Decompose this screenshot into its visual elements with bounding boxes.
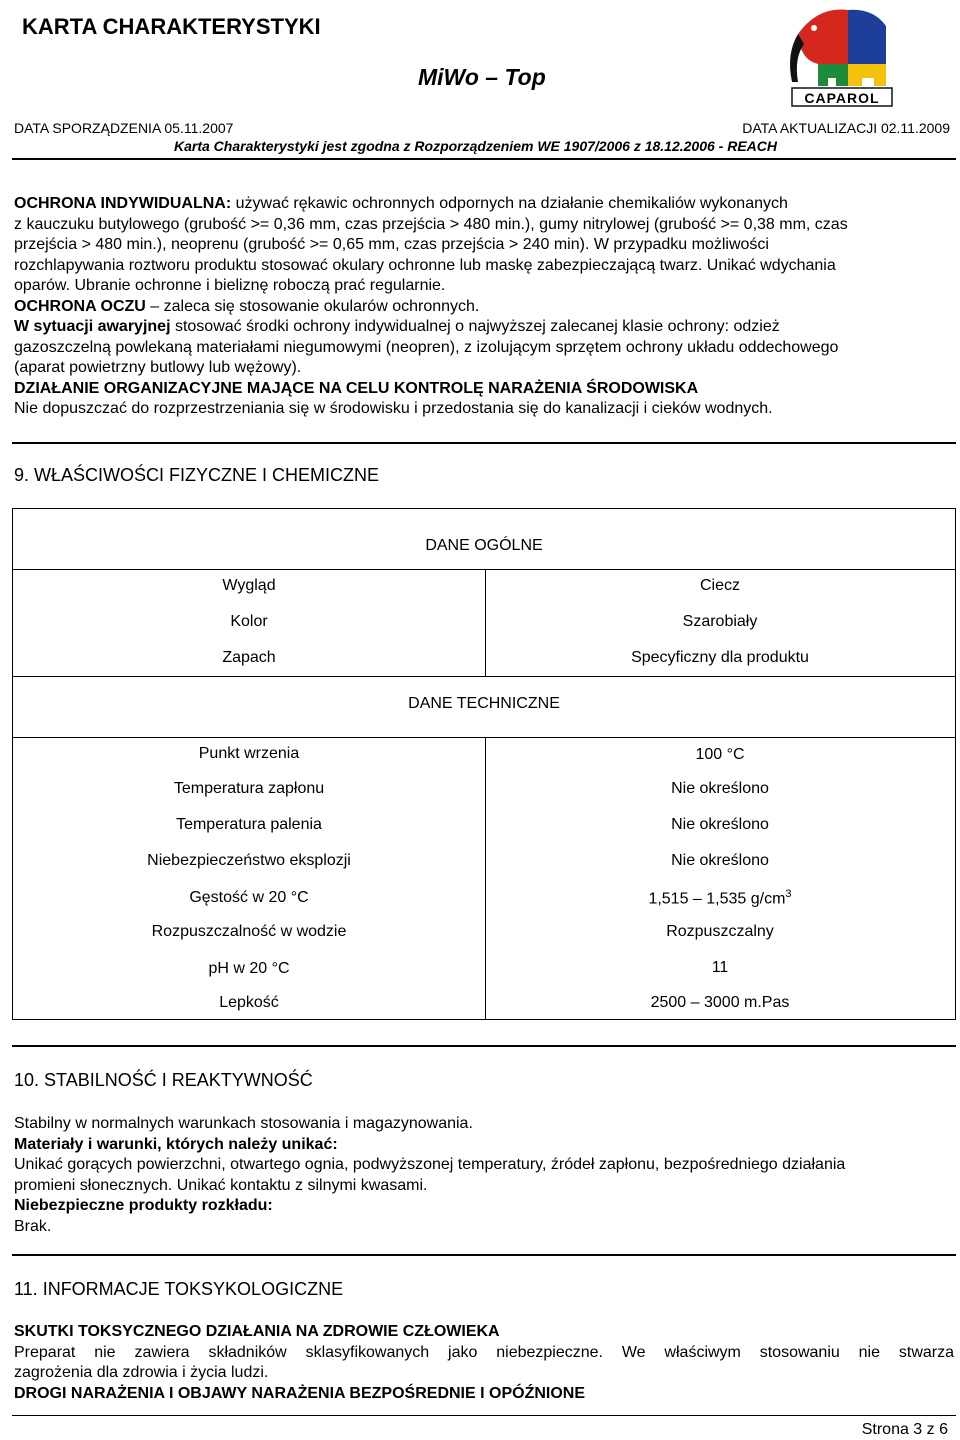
density-unit-exponent: 3	[785, 888, 792, 900]
footer-divider	[12, 1415, 956, 1416]
emergency-text: stosować środki ochrony indywidualnej o najwyższej zalecanej klasie ochrony: odzież	[170, 318, 780, 335]
personal-protection-line: z kauczuku butylowego (grubość >= 0,36 mm, czas przejścia > 480 min.), gumy nitrylowej (grubość >= 0,38 mm, czas	[14, 215, 848, 233]
eye-protection-text: – zaleca się stosowanie okularów ochronnych.	[145, 297, 480, 315]
section-divider	[12, 1254, 956, 1256]
effects-label: SKUTKI TOKSYCZNEGO DZIAŁANIA NA ZDROWIE CZŁOWIEKA	[14, 1323, 500, 1340]
property-value: Nie określono	[671, 852, 769, 869]
property-label: Kolor	[230, 613, 268, 630]
general-data-title: DANE OGÓLNE	[425, 537, 543, 554]
toxicology-block	[14, 1322, 954, 1404]
decomposition-value: Brak.	[14, 1217, 52, 1235]
table-divider	[13, 676, 955, 677]
property-label: Zapach	[222, 649, 276, 666]
section-9-heading: 9. WŁAŚCIWOŚCI FIZYCZNE I CHEMICZNE	[14, 465, 380, 485]
personal-protection-line: oparów. Ubranie ochronne i bieliznę roboczą prać regularnie.	[14, 277, 446, 294]
property-label: Punkt wrzenia	[198, 745, 300, 762]
property-label: Gęstość w 20 °C	[189, 889, 309, 906]
environment-text: Nie dopuszczać do rozprzestrzeniania się w środowisku i przedostania się do kanalizacji i cieków wodnych.	[14, 400, 773, 417]
property-value: Ciecz	[699, 577, 740, 594]
personal-protection-text: używać rękawic ochronnych odpornych na działanie chemikaliów wykonanych	[231, 195, 788, 212]
stability-text: Stabilny w normalnych warunkach stosowania i magazynowania.	[14, 1115, 473, 1132]
avoid-text: Unikać gorących powierzchni, otwartego ognia, podwyższonej temperatury, źródeł zapłonu, bezpośredniego działania	[14, 1156, 846, 1173]
property-label: Niebezpieczeństwo eksplozji	[147, 852, 351, 869]
property-value: 11	[711, 959, 729, 976]
effects-text: zagrożenia dla zdrowia i życia ludzi.	[14, 1364, 269, 1381]
property-label: Temperatura palenia	[176, 816, 322, 833]
personal-protection-line: rozchlapywania roztworu produktu stosować okulary ochronne lub maskę zabezpieczającą twarz. Unikać wdychania	[14, 256, 836, 274]
section-10-heading: 10. STABILNOŚĆ I REAKTYWNOŚĆ	[14, 1070, 313, 1090]
property-value: 2500 – 3000 m.Pas	[650, 994, 790, 1011]
property-value: Specyficzny dla produktu	[631, 649, 809, 666]
technical-data-title: DANE TECHNICZNE	[408, 695, 560, 712]
effects-text: Preparat nie zawiera składników sklasyfikowanych jako niebezpieczne. We właściwym stosowaniu nie stwarza	[14, 1343, 954, 1361]
caparol-logo	[778, 4, 904, 110]
environment-label: DZIAŁANIE ORGANIZACYJNE MAJĄCE NA CELU KONTROLĘ NARAŻENIA ŚRODOWISKA	[14, 379, 699, 397]
property-label: Temperatura zapłonu	[173, 780, 325, 797]
property-value: Nie określono	[671, 816, 769, 833]
emergency-line: (aparat powietrzny butlowy lub wężowy).	[14, 359, 302, 376]
date-updated: DATA AKTUALIZACJI 02.11.2009	[742, 120, 950, 136]
section-divider	[12, 1045, 956, 1047]
density-value: 1,515 – 1,535 g/cm	[648, 890, 786, 908]
document-title: KARTA CHARAKTERYSTYKI	[22, 14, 321, 39]
table-divider	[13, 737, 955, 738]
protection-block	[14, 194, 954, 420]
section-divider	[12, 442, 956, 444]
property-label: Lepkość	[219, 994, 279, 1011]
logo-text: CAPAROL	[804, 90, 880, 106]
page-number: Strona 3 z 6	[861, 1421, 948, 1438]
routes-label: DROGI NARAŻENIA I OBJAWY NARAŻENIA BEZPOŚREDNIE I OPÓŹNIONE	[14, 1384, 586, 1402]
table-divider	[13, 569, 955, 570]
property-label: Wygląd	[222, 577, 276, 594]
property-value: Szarobiały	[682, 613, 758, 630]
property-value	[485, 888, 955, 908]
properties-table	[12, 508, 956, 1020]
reach-note: Karta Charakterystyki jest zgodna z Rozporządzeniem WE 1907/2006 z 18.12.2006 - REACH	[174, 138, 778, 154]
property-label: Rozpuszczalność w wodzie	[151, 923, 347, 940]
personal-protection-label: OCHRONA INDYWIDUALNA:	[14, 195, 232, 212]
personal-protection-line: przejścia > 480 min.), neoprenu (grubość >= 0,65 mm, czas przejścia > 240 min). W przypadku możliwości	[14, 236, 769, 253]
emergency-line: gazoszczelną powlekaną materiałami niegumowymi (neopren), z izolującym sprzętem ochrony układu oddechowego	[14, 338, 839, 356]
property-value: 100 °C	[695, 746, 745, 763]
property-value: Rozpuszczalny	[666, 923, 774, 940]
eye-protection-label: OCHRONA OCZU	[14, 297, 146, 315]
stability-block	[14, 1114, 954, 1237]
avoid-label: Materiały i warunki, których należy unikać:	[14, 1135, 338, 1153]
property-value: Nie określono	[671, 780, 769, 797]
avoid-text: promieni słonecznych. Unikać kontaktu z silnymi kwasami.	[14, 1176, 428, 1194]
header-divider	[12, 158, 956, 160]
date-created: DATA SPORZĄDZENIA 05.11.2007	[14, 120, 234, 136]
decomposition-label: Niebezpieczne produkty rozkładu:	[14, 1197, 273, 1214]
emergency-label: W sytuacji awaryjnej	[14, 318, 171, 335]
product-name: MiWo – Top	[418, 64, 546, 90]
property-label: pH w 20 °C	[208, 960, 290, 977]
section-11-heading: 11. INFORMACJE TOKSYKOLOGICZNE	[14, 1279, 344, 1299]
